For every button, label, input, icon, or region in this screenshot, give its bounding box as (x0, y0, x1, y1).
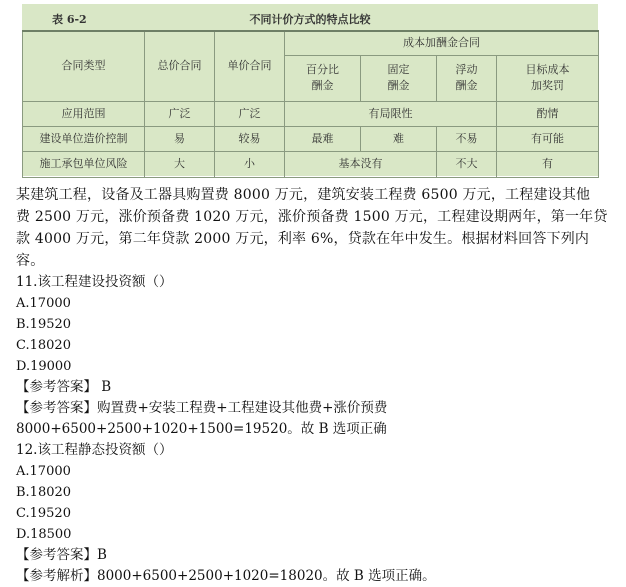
header-fixed-fee: 固定 酬金 (361, 55, 437, 101)
intro-line-2: 费 2500 万元，涨价预备费 1020 万元，涨价预备费 1500 万元，工程建设期两年，第一年贷 (16, 209, 608, 225)
cell-unit: 小 (215, 151, 285, 177)
cell-percentage: 最难 (285, 126, 361, 151)
cell-merged: 基本没有 (285, 151, 437, 177)
table-caption (22, 4, 598, 30)
question-12: 12.该工程静态投资额（） (16, 442, 173, 458)
comparison-table (22, 30, 599, 178)
cell-target: 有可能 (497, 126, 599, 151)
table-row (23, 151, 599, 177)
q11-option-b: B.19520 (16, 317, 72, 332)
cell-unit: 广泛 (215, 101, 285, 126)
q12-option-a: A.17000 (16, 464, 71, 479)
q11-option-d: D.19000 (16, 359, 72, 374)
header-target-cost: 目标成本 加奖罚 (497, 55, 599, 101)
header-contract-type: 合同类型 (23, 31, 145, 101)
row-label: 建设单位造价控制 (23, 126, 145, 151)
header-percentage-fee: 百分比 酬金 (285, 55, 361, 101)
cell-merged: 有局限性 (285, 101, 497, 126)
cell-total: 易 (145, 126, 215, 151)
question-body (16, 184, 616, 587)
q12-answer: 【参考答案】B (16, 547, 107, 563)
q12-option-d: D.18500 (16, 527, 72, 542)
table-row (23, 126, 599, 151)
q11-explanation-1: 【参考答案】购置费+安装工程费+工程建设其他费+涨价预费 (16, 400, 388, 416)
comparison-table-image (22, 4, 598, 176)
q11-option-a: A.17000 (16, 296, 71, 311)
cell-floating: 不大 (437, 151, 497, 177)
cell-total: 广泛 (145, 101, 215, 126)
header-cost-plus-group: 成本加酬金合同 (285, 31, 599, 55)
table-header-row (23, 31, 599, 55)
header-unit-price: 单价合同 (215, 31, 285, 101)
q11-explanation-2: 8000+6500+2500+1020+1500=19520。故 B 选项正确 (16, 421, 387, 437)
table-row (23, 101, 599, 126)
cell-target: 酌情 (497, 101, 599, 126)
cell-unit: 较易 (215, 126, 285, 151)
cell-fixed: 难 (361, 126, 437, 151)
question-11: 11.该工程建设投资额（） (16, 274, 173, 290)
header-total-price: 总价合同 (145, 31, 215, 101)
intro-line-1: 某建筑工程，设备及工器具购置费 8000 万元，建筑安装工程费 6500 万元，工程建设其他 (16, 187, 591, 203)
cell-floating: 不易 (437, 126, 497, 151)
header-floating-fee: 浮动 酬金 (437, 55, 497, 101)
row-label: 施工承包单位风险 (23, 151, 145, 177)
intro-line-3: 款 4000 万元，第二年贷款 2000 万元，利率 6%，贷款在年中发生。根据材料回答下列内容。 (16, 231, 590, 269)
row-label: 应用范围 (23, 101, 145, 126)
table-number: 表 6-2 (52, 13, 87, 26)
table-title: 不同计价方式的特点比较 (249, 13, 371, 26)
cell-total: 大 (145, 151, 215, 177)
q11-option-c: C.18020 (16, 338, 71, 353)
q11-answer: 【参考答案】 B (16, 379, 112, 395)
q12-option-b: B.18020 (16, 485, 72, 500)
cell-target: 有 (497, 151, 599, 177)
q12-explanation: 【参考解析】8000+6500+2500+1020=18020。故 B 选项正确。 (16, 568, 436, 584)
q12-option-c: C.19520 (16, 506, 71, 521)
